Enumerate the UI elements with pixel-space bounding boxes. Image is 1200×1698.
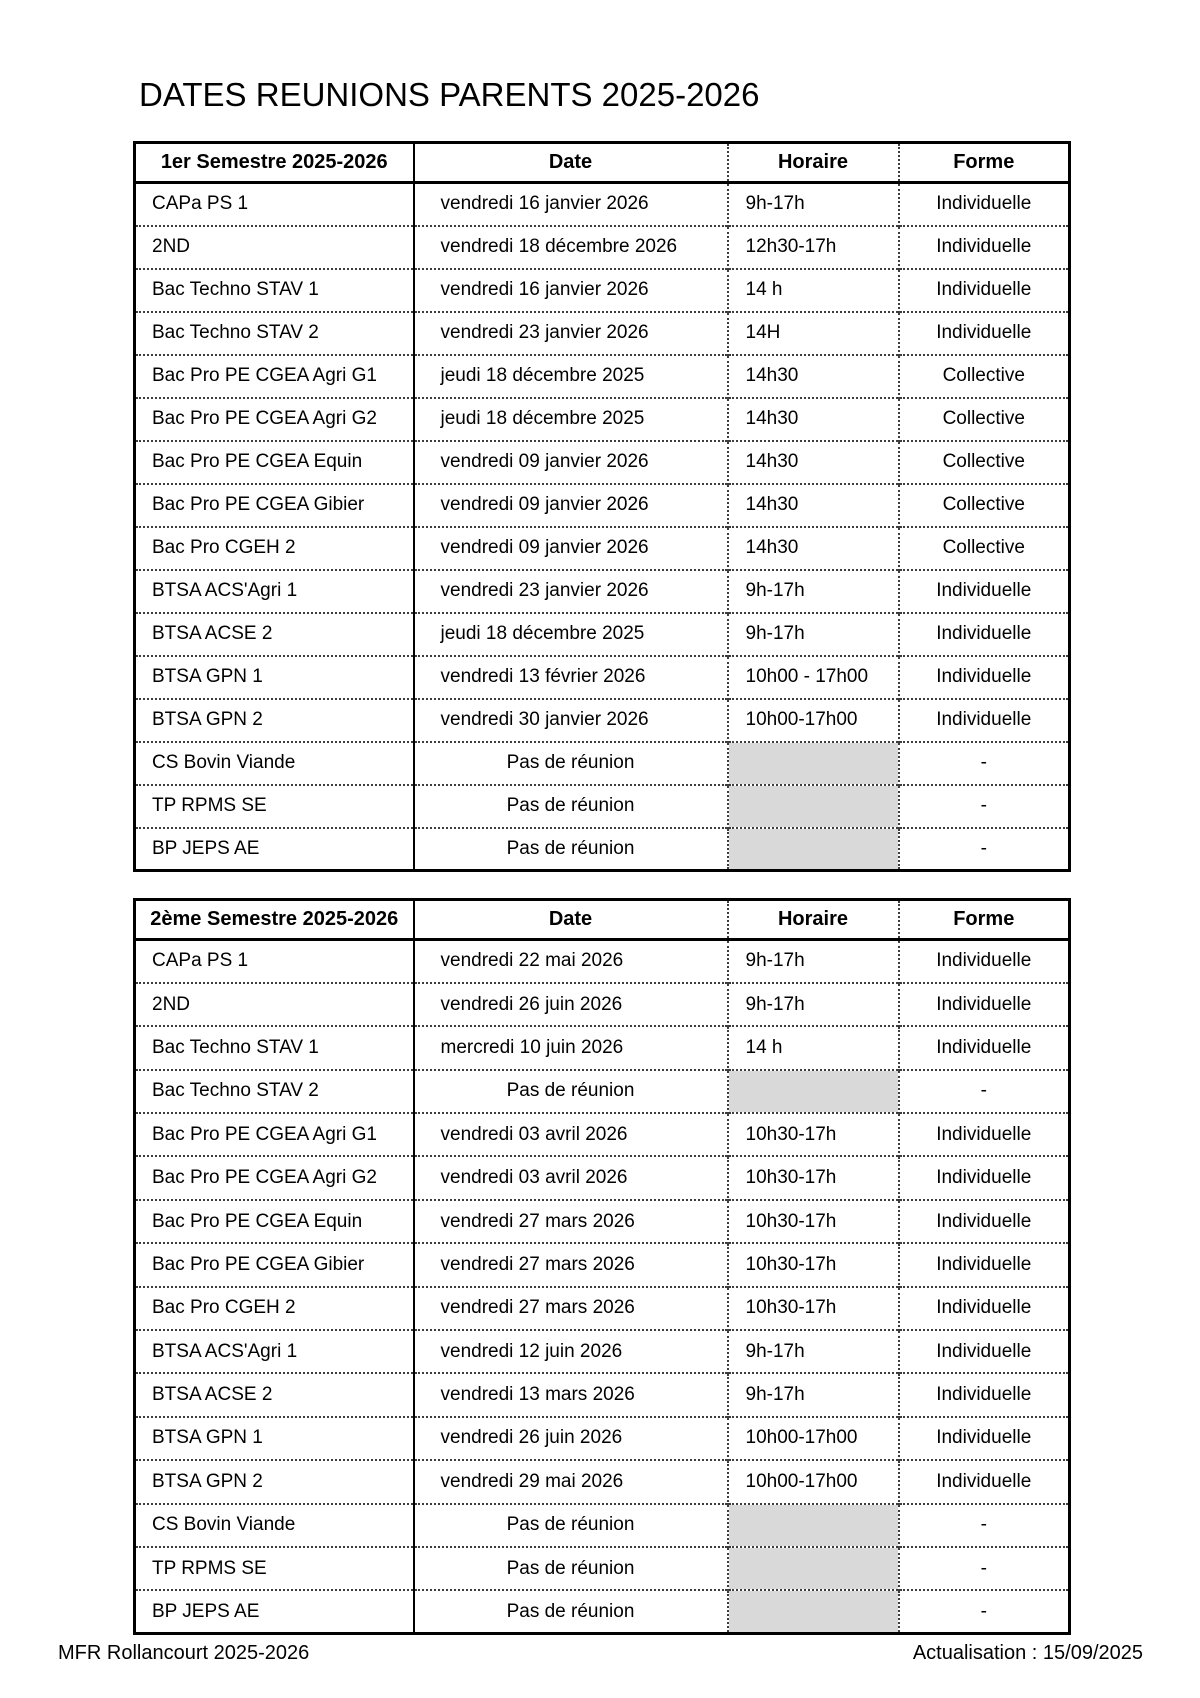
horaire-cell: 14 h <box>728 1026 899 1069</box>
class-cell: 2ND <box>135 983 414 1026</box>
date-cell: vendredi 23 janvier 2026 <box>414 570 728 613</box>
table-row <box>135 1113 1070 1156</box>
table-row <box>135 828 1070 871</box>
horaire-cell: 9h-17h <box>728 1330 899 1373</box>
forme-cell: Individuelle <box>899 699 1070 742</box>
class-cell: TP RPMS SE <box>135 785 414 828</box>
table-row <box>135 1156 1070 1199</box>
table-row <box>135 656 1070 699</box>
horaire-cell <box>728 1070 899 1113</box>
forme-cell: - <box>899 828 1070 871</box>
horaire-cell: 9h-17h <box>728 570 899 613</box>
horaire-column-header: Horaire <box>728 900 899 940</box>
class-cell: Bac Techno STAV 2 <box>135 312 414 355</box>
horaire-cell: 10h30-17h <box>728 1156 899 1199</box>
date-cell: vendredi 26 juin 2026 <box>414 983 728 1026</box>
date-cell: mercredi 10 juin 2026 <box>414 1026 728 1069</box>
horaire-column-header: Horaire <box>728 143 899 183</box>
date-column-header: Date <box>414 143 728 183</box>
horaire-cell: 14H <box>728 312 899 355</box>
class-cell: Bac Techno STAV 1 <box>135 1026 414 1069</box>
header-row <box>135 900 1070 940</box>
class-cell: BP JEPS AE <box>135 828 414 871</box>
class-cell: Bac Pro PE CGEA Equin <box>135 441 414 484</box>
horaire-cell: 9h-17h <box>728 613 899 656</box>
class-cell: Bac Pro PE CGEA Agri G1 <box>135 355 414 398</box>
forme-cell: Individuelle <box>899 613 1070 656</box>
table-row <box>135 1547 1070 1590</box>
horaire-cell: 10h30-17h <box>728 1113 899 1156</box>
semester1-body <box>135 183 1070 871</box>
horaire-cell: 9h-17h <box>728 983 899 1026</box>
forme-cell: Individuelle <box>936 950 1032 972</box>
date-cell: vendredi 13 février 2026 <box>414 656 728 699</box>
date-cell: Pas de réunion <box>414 1547 728 1590</box>
table-row <box>135 699 1070 742</box>
date-cell: Pas de réunion <box>414 742 728 785</box>
class-cell: 2ND <box>135 226 414 269</box>
semester1-table <box>133 141 1071 872</box>
table-row <box>135 1287 1070 1330</box>
semester1-header <box>135 143 1070 183</box>
date-cell: Pas de réunion <box>414 1590 728 1633</box>
table-row <box>135 1070 1070 1113</box>
class-cell: CS Bovin Viande <box>135 1504 414 1547</box>
forme-cell: Collective <box>899 398 1070 441</box>
forme-cell: Collective <box>899 355 1070 398</box>
date-cell: vendredi 27 mars 2026 <box>414 1287 728 1330</box>
forme-cell: - <box>899 1504 1070 1547</box>
class-cell: Bac Techno STAV 2 <box>135 1070 414 1113</box>
class-cell: BTSA GPN 1 <box>135 656 414 699</box>
date-cell: vendredi 18 décembre 2026 <box>414 226 728 269</box>
date-cell: vendredi 12 juin 2026 <box>414 1330 728 1373</box>
date-cell: vendredi 29 mai 2026 <box>414 1460 728 1503</box>
date-cell: Pas de réunion <box>414 828 728 871</box>
forme-cell: Individuelle <box>899 1243 1070 1286</box>
date-cell: vendredi 30 janvier 2026 <box>414 699 728 742</box>
date-cell: vendredi 26 juin 2026 <box>414 1417 728 1460</box>
forme-cell: Individuelle <box>899 570 1070 613</box>
class-cell: CS Bovin Viande <box>135 742 414 785</box>
table-row <box>135 1590 1070 1633</box>
class-cell: CAPa PS 1 <box>135 940 414 983</box>
table-row <box>135 484 1070 527</box>
horaire-cell: 10h00-17h00 <box>728 699 899 742</box>
table-row <box>135 785 1070 828</box>
class-cell: TP RPMS SE <box>135 1547 414 1590</box>
forme-column-header: Forme <box>899 143 1070 183</box>
forme-cell: - <box>899 742 1070 785</box>
class-cell: BP JEPS AE <box>135 1590 414 1633</box>
horaire-cell: 14h30 <box>728 441 899 484</box>
horaire-cell <box>728 828 899 871</box>
table-row <box>135 269 1070 312</box>
date-cell: vendredi 23 janvier 2026 <box>414 312 728 355</box>
table-row <box>135 1330 1070 1373</box>
date-cell: Pas de réunion <box>414 785 728 828</box>
class-cell: Bac Pro CGEH 2 <box>135 527 414 570</box>
footer-update-date: Actualisation : 15/09/2025 <box>912 1642 1143 1664</box>
class-cell: BTSA GPN 1 <box>135 1417 414 1460</box>
class-cell: BTSA GPN 2 <box>135 1460 414 1503</box>
horaire-cell <box>728 1590 899 1633</box>
table-row <box>135 183 1070 226</box>
horaire-cell: 9h-17h <box>728 940 899 983</box>
horaire-cell: 12h30-17h <box>728 226 899 269</box>
forme-cell: Individuelle <box>899 1460 1070 1503</box>
class-cell: Bac Pro CGEH 2 <box>135 1287 414 1330</box>
forme-cell: Individuelle <box>899 1113 1070 1156</box>
forme-cell: Individuelle <box>899 1330 1070 1373</box>
horaire-cell: 14h30 <box>728 355 899 398</box>
semester2-table <box>133 898 1071 1635</box>
forme-cell: Individuelle <box>899 1417 1070 1460</box>
table-row <box>135 940 1070 983</box>
date-cell: vendredi 09 janvier 2026 <box>414 441 728 484</box>
date-cell: vendredi 09 janvier 2026 <box>414 527 728 570</box>
class-cell: Bac Pro PE CGEA Equin <box>135 1200 414 1243</box>
horaire-cell: 14h30 <box>728 398 899 441</box>
forme-cell: Individuelle <box>899 656 1070 699</box>
horaire-cell: 10h30-17h <box>728 1243 899 1286</box>
horaire-cell: 10h00-17h00 <box>728 1417 899 1460</box>
horaire-cell: 14 h <box>728 269 899 312</box>
class-cell: Bac Pro PE CGEA Agri G2 <box>135 1156 414 1199</box>
horaire-cell <box>728 742 899 785</box>
class-cell: BTSA ACS'Agri 1 <box>135 1330 414 1373</box>
class-cell: Bac Pro PE CGEA Gibier <box>135 1243 414 1286</box>
forme-cell: - <box>899 785 1070 828</box>
class-cell: BTSA ACSE 2 <box>135 613 414 656</box>
horaire-cell: 10h30-17h <box>728 1287 899 1330</box>
table-row <box>135 742 1070 785</box>
date-cell: jeudi 18 décembre 2025 <box>414 355 728 398</box>
forme-cell: Individuelle <box>899 312 1070 355</box>
table-row <box>135 1504 1070 1547</box>
class-cell: BTSA GPN 2 <box>135 699 414 742</box>
date-cell: vendredi 03 avril 2026 <box>414 1156 728 1199</box>
table-row <box>135 613 1070 656</box>
class-cell: CAPa PS 1 <box>135 183 414 226</box>
forme-cell: - <box>899 1070 1070 1113</box>
forme-cell: Collective <box>899 441 1070 484</box>
table-row <box>135 1373 1070 1416</box>
forme-cell: Individuelle <box>899 1026 1070 1069</box>
date-cell: vendredi 16 janvier 2026 <box>414 269 728 312</box>
table-row <box>135 983 1070 1026</box>
semester2-body <box>135 940 1070 1634</box>
forme-cell: Individuelle <box>899 1287 1070 1330</box>
date-cell: vendredi 03 avril 2026 <box>414 1113 728 1156</box>
forme-cell: Individuelle <box>899 1200 1070 1243</box>
table-row <box>135 398 1070 441</box>
table-row <box>135 1026 1070 1069</box>
table-row <box>135 1200 1070 1243</box>
page-title: DATES REUNIONS PARENTS 2025-2026 <box>139 76 760 113</box>
table-row <box>135 1417 1070 1460</box>
horaire-cell: 14h30 <box>728 527 899 570</box>
date-cell: vendredi 22 mai 2026 <box>414 940 728 983</box>
table-row <box>135 570 1070 613</box>
table-row <box>135 355 1070 398</box>
date-cell: Pas de réunion <box>414 1504 728 1547</box>
horaire-cell: 10h00 - 17h00 <box>728 656 899 699</box>
semester2-title: 2ème Semestre 2025-2026 <box>135 900 414 940</box>
date-cell: jeudi 18 décembre 2025 <box>414 398 728 441</box>
class-cell: Bac Pro PE CGEA Agri G2 <box>135 398 414 441</box>
table-row <box>135 226 1070 269</box>
footer-school-name: MFR Rollancourt 2025-2026 <box>58 1642 310 1664</box>
horaire-cell: 9h-17h <box>728 183 899 226</box>
semester2-header <box>135 900 1070 940</box>
table-row <box>135 1460 1070 1503</box>
forme-cell: Individuelle <box>899 1373 1070 1416</box>
class-cell: Bac Pro PE CGEA Gibier <box>135 484 414 527</box>
forme-cell: Individuelle <box>899 983 1070 1026</box>
date-column-header: Date <box>414 900 728 940</box>
date-cell: vendredi 09 janvier 2026 <box>414 484 728 527</box>
forme-column-header: Forme <box>899 900 1070 940</box>
horaire-cell <box>728 785 899 828</box>
forme-cell: - <box>899 1547 1070 1590</box>
table-row <box>135 527 1070 570</box>
forme-cell: - <box>899 1590 1070 1633</box>
horaire-cell <box>728 1504 899 1547</box>
header-row <box>135 143 1070 183</box>
horaire-cell: 10h00-17h00 <box>728 1460 899 1503</box>
horaire-cell: 14h30 <box>728 484 899 527</box>
class-cell: BTSA ACSE 2 <box>135 1373 414 1416</box>
forme-cell: Individuelle <box>899 269 1070 312</box>
date-cell: vendredi 13 mars 2026 <box>414 1373 728 1416</box>
date-cell: vendredi 27 mars 2026 <box>414 1243 728 1286</box>
horaire-cell <box>728 1547 899 1590</box>
semester1-title: 1er Semestre 2025-2026 <box>135 143 414 183</box>
class-cell: Bac Techno STAV 1 <box>135 269 414 312</box>
forme-cell: Individuelle <box>899 226 1070 269</box>
table-row <box>135 312 1070 355</box>
forme-cell: Collective <box>899 484 1070 527</box>
class-cell: Bac Pro PE CGEA Agri G1 <box>135 1113 414 1156</box>
date-cell: vendredi 27 mars 2026 <box>414 1200 728 1243</box>
forme-cell: Individuelle <box>899 1156 1070 1199</box>
date-cell: jeudi 18 décembre 2025 <box>414 613 728 656</box>
forme-cell: Collective <box>899 527 1070 570</box>
date-cell: Pas de réunion <box>414 1070 728 1113</box>
date-cell: vendredi 16 janvier 2026 <box>414 183 728 226</box>
table-row <box>135 441 1070 484</box>
forme-cell: Individuelle <box>936 193 1032 215</box>
table-row <box>135 1243 1070 1286</box>
class-cell: BTSA ACS'Agri 1 <box>135 570 414 613</box>
horaire-cell: 10h30-17h <box>728 1200 899 1243</box>
horaire-cell: 9h-17h <box>728 1373 899 1416</box>
